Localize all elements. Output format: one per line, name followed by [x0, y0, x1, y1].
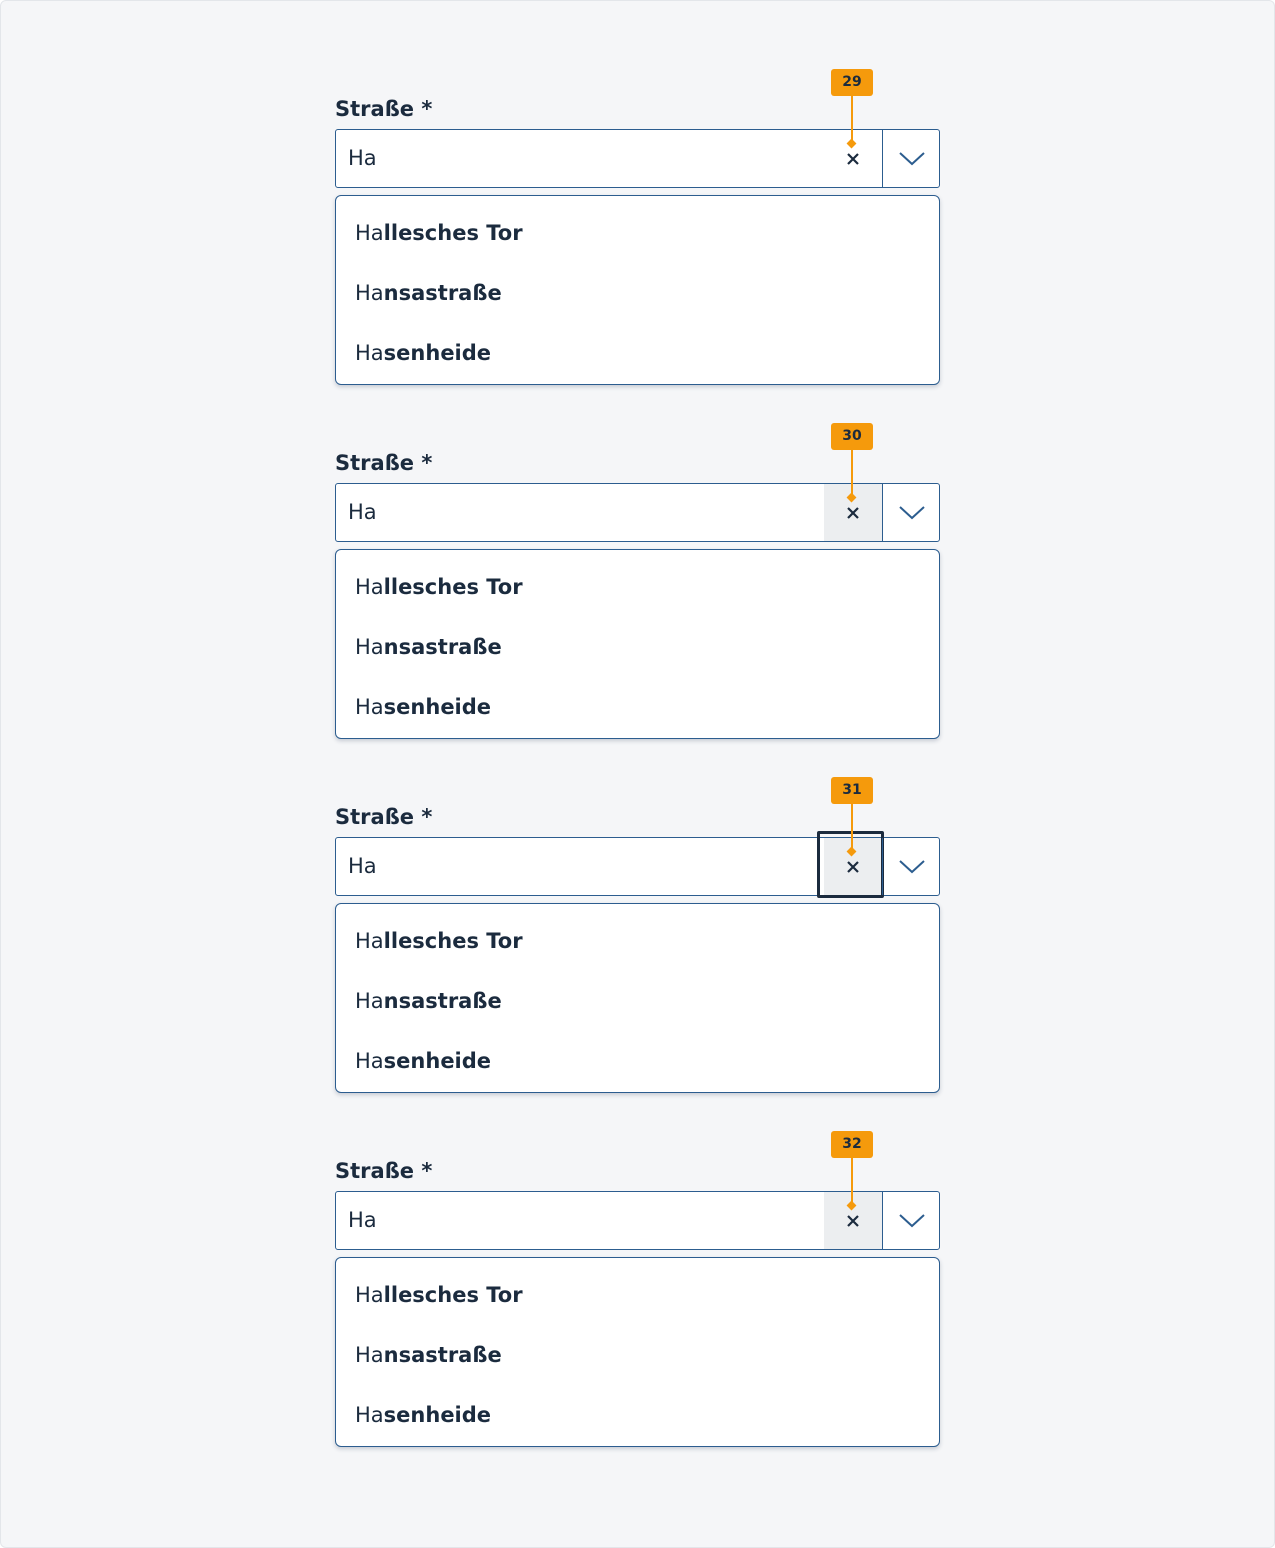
option-hallesches-tor[interactable]	[355, 572, 523, 602]
toggle-button[interactable]	[882, 1192, 940, 1249]
field-label: Straße *	[335, 805, 433, 829]
search-input[interactable]: Ha	[348, 1208, 377, 1232]
option-typed-text: Ha	[355, 929, 384, 953]
option-typed-text: Ha	[355, 575, 384, 599]
annotation-line	[851, 804, 853, 852]
combobox-variant-30	[335, 451, 940, 811]
option-match-text: llesches Tor	[383, 1283, 523, 1307]
option-match-text: senheide	[383, 1049, 492, 1073]
options-listbox	[335, 903, 940, 1093]
chevron-down-icon	[899, 1214, 925, 1228]
option-match-text: senheide	[383, 341, 492, 365]
field-label: Straße *	[335, 97, 433, 121]
annotation-badge: 29	[831, 69, 873, 96]
annotation-badge: 30	[831, 423, 873, 450]
chevron-down-icon	[899, 860, 925, 874]
annotation-badge: 32	[831, 1131, 873, 1158]
combobox-field[interactable]	[335, 483, 940, 542]
close-icon	[846, 506, 860, 520]
option-hallesches-tor[interactable]	[355, 218, 523, 248]
option-typed-text: Ha	[355, 341, 384, 365]
annotation-line	[851, 96, 853, 144]
clear-button[interactable]	[824, 484, 882, 541]
field-label: Straße *	[335, 451, 433, 475]
option-hasenheide[interactable]	[355, 692, 491, 722]
option-typed-text: Ha	[355, 1049, 384, 1073]
options-listbox	[335, 195, 940, 385]
toggle-button[interactable]	[882, 130, 940, 187]
option-match-text: nsastraße	[383, 989, 502, 1013]
option-match-text: senheide	[383, 1403, 492, 1427]
option-typed-text: Ha	[355, 1283, 384, 1307]
option-hansastrasse[interactable]	[355, 632, 502, 662]
search-input[interactable]: Ha	[348, 854, 377, 878]
combobox-variant-32	[335, 1159, 940, 1519]
annotation-badge: 31	[831, 777, 873, 804]
option-hansastrasse[interactable]	[355, 1340, 502, 1370]
combobox-field[interactable]	[335, 129, 940, 188]
toggle-button[interactable]	[882, 484, 940, 541]
option-hallesches-tor[interactable]	[355, 1280, 523, 1310]
option-match-text: nsastraße	[383, 281, 502, 305]
field-label: Straße *	[335, 1159, 433, 1183]
annotation-line	[851, 1158, 853, 1206]
option-typed-text: Ha	[355, 221, 384, 245]
option-typed-text: Ha	[355, 1343, 384, 1367]
clear-button[interactable]	[824, 130, 882, 187]
combobox-variant-31	[335, 805, 940, 1165]
options-listbox	[335, 1257, 940, 1447]
option-match-text: senheide	[383, 695, 492, 719]
option-typed-text: Ha	[355, 281, 384, 305]
clear-button[interactable]	[824, 1192, 882, 1249]
annotation-line	[851, 450, 853, 498]
combobox-field[interactable]	[335, 1191, 940, 1250]
chevron-down-icon	[899, 152, 925, 166]
combobox-variant-29	[335, 97, 940, 457]
option-typed-text: Ha	[355, 989, 384, 1013]
option-match-text: nsastraße	[383, 635, 502, 659]
option-typed-text: Ha	[355, 635, 384, 659]
chevron-down-icon	[899, 506, 925, 520]
option-match-text: nsastraße	[383, 1343, 502, 1367]
option-hansastrasse[interactable]	[355, 986, 502, 1016]
option-hasenheide[interactable]	[355, 338, 491, 368]
option-match-text: llesches Tor	[383, 929, 523, 953]
option-hasenheide[interactable]	[355, 1046, 491, 1076]
option-typed-text: Ha	[355, 695, 384, 719]
close-icon	[846, 1214, 860, 1228]
toggle-button[interactable]	[882, 838, 940, 895]
option-match-text: llesches Tor	[383, 221, 523, 245]
close-icon	[846, 152, 860, 166]
option-hasenheide[interactable]	[355, 1400, 491, 1430]
option-typed-text: Ha	[355, 1403, 384, 1427]
search-input[interactable]: Ha	[348, 146, 377, 170]
search-input[interactable]: Ha	[348, 500, 377, 524]
options-listbox	[335, 549, 940, 739]
option-match-text: llesches Tor	[383, 575, 523, 599]
combobox-field[interactable]	[335, 837, 940, 896]
option-hallesches-tor[interactable]	[355, 926, 523, 956]
option-hansastrasse[interactable]	[355, 278, 502, 308]
